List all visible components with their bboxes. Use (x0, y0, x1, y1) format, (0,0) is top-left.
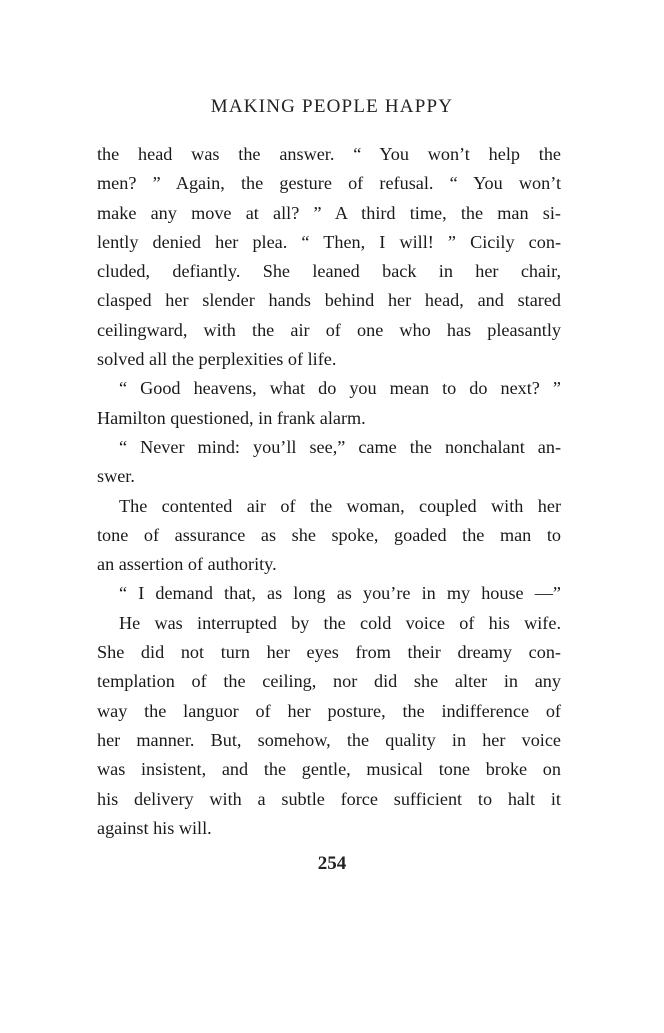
text-line: ceilingward, with the air of one who has pleasantly (97, 319, 561, 340)
page-number: 254 (317, 853, 347, 874)
text-line: her manner. But, somehow, the quality in her voice (97, 729, 561, 750)
text-line: She did not turn her eyes from their dreamy con- (97, 642, 561, 663)
text-line: against his will. (97, 817, 212, 838)
text-line: “ I demand that, as long as you’re in my house —” (119, 583, 561, 604)
text-line: cluded, defiantly. She leaned back in her chair, (97, 261, 561, 282)
text-line: “ Good heavens, what do you mean to do next? ” (119, 378, 561, 399)
text-line: solved all the perplexities of life. (97, 349, 337, 370)
text-line: Hamilton questioned, in frank alarm. (97, 407, 366, 428)
text-line: tone of assurance as she spoke, goaded the man to (97, 524, 561, 545)
running-head: MAKING PEOPLE HAPPY (210, 96, 454, 117)
text-line: was insistent, and the gentle, musical tone broke on (97, 759, 561, 780)
text-line: his delivery with a subtle force sufficient to halt it (97, 788, 561, 809)
text-line: swer. (97, 466, 135, 487)
text-line: way the languor of her posture, the indifference of (97, 700, 561, 721)
text-line: templation of the ceiling, nor did she alter in any (97, 671, 561, 692)
text-line: lently denied her plea. “ Then, I will! ” Cicily con- (97, 231, 561, 252)
text-line: the head was the answer. “ You won’t help the (97, 144, 561, 164)
text-line: “ Never mind: you’ll see,” came the nonchalant an- (119, 436, 561, 457)
text-line: The contented air of the woman, coupled with her (119, 495, 561, 516)
text-line: clasped her slender hands behind her head, and stared (97, 290, 561, 311)
text-line: an assertion of authority. (97, 554, 277, 575)
text-line: make any move at all? ” A third time, the man si- (97, 202, 561, 223)
body-text (97, 140, 561, 843)
text-line: He was interrupted by the cold voice of his wife. (119, 612, 561, 633)
text-line: men? ” Again, the gesture of refusal. “ You won’t (97, 173, 561, 194)
